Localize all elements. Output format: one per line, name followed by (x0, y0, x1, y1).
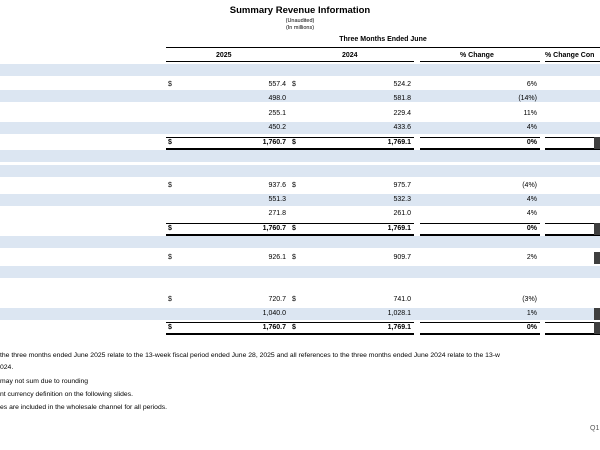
value-2025: 255.1 (268, 110, 286, 117)
total-top-rule (166, 137, 290, 138)
footnote: the three months ended June 2025 relate to the 13-week fiscal period ended June 28, 2025 and all references to the three months ended June 2024 relate to the 13-w (0, 352, 500, 359)
currency-symbol: $ (168, 139, 172, 146)
right-edge-bar (594, 137, 600, 149)
table-row (0, 93, 600, 105)
total-top-rule (290, 223, 414, 224)
total-top-rule (166, 322, 290, 323)
pct-change: 4% (526, 210, 537, 217)
section-band (0, 64, 600, 76)
total-2024: 1,769.1 (387, 225, 411, 232)
total-bottom-rule (290, 333, 414, 335)
total-top-rule (290, 322, 414, 323)
footnote: nt currency definition on the following slides. (0, 391, 133, 398)
total-row (0, 322, 600, 334)
group-header-rule (166, 47, 600, 48)
table-row (0, 108, 600, 120)
pct-change: (14%) (518, 95, 537, 102)
currency-symbol: $ (168, 81, 172, 88)
total-bottom-rule (420, 333, 540, 335)
column-rule (166, 61, 290, 62)
currency-symbol: $ (292, 81, 296, 88)
pct-change: 1% (526, 310, 537, 317)
pct-change: 2% (526, 254, 537, 261)
section-band (0, 266, 600, 278)
total-row (0, 137, 600, 149)
page-label: Q1 (590, 425, 600, 432)
value-2025: 926.1 (268, 254, 286, 261)
column-rule (290, 61, 414, 62)
section-band (0, 236, 600, 248)
units-label: (In millions) (285, 25, 315, 31)
table-row (0, 194, 600, 206)
footnote: may not sum due to rounding (0, 378, 89, 385)
table-row (0, 122, 600, 134)
pct-change: (3%) (522, 296, 537, 303)
total-bottom-rule (545, 234, 600, 236)
right-edge-bar (594, 223, 600, 235)
table-row (0, 252, 600, 264)
table-row (0, 308, 600, 320)
value-2024: 524.2 (393, 81, 411, 88)
column-header-2024: 2024 (342, 52, 358, 59)
value-2025: 557.4 (268, 81, 286, 88)
total-row (0, 223, 600, 235)
total-pct-change: 0% (526, 139, 537, 146)
total-top-rule (545, 137, 600, 138)
period-group-header: Three Months Ended June (339, 36, 427, 43)
total-bottom-rule (290, 234, 414, 236)
right-edge-bar (594, 322, 600, 334)
report-title: Summary Revenue Information (229, 5, 371, 16)
value-2024: 229.4 (393, 110, 411, 117)
value-2024: 261.0 (393, 210, 411, 217)
total-top-rule (545, 322, 600, 323)
total-2025: 1,760.7 (262, 225, 286, 232)
value-2025: 450.2 (268, 124, 286, 131)
total-2025: 1,760.7 (262, 324, 286, 331)
currency-symbol: $ (292, 254, 296, 261)
pct-change: 4% (526, 124, 537, 131)
column-header-pct-change-cc: % Change Con (545, 52, 595, 59)
currency-symbol: $ (292, 182, 296, 189)
right-edge-bar (594, 308, 600, 320)
column-header-2025: 2025 (216, 52, 232, 59)
total-bottom-rule (420, 148, 540, 150)
footnote: es are included in the wholesale channel for all periods. (0, 404, 168, 411)
value-2024: 909.7 (393, 254, 411, 261)
total-pct-change: 0% (526, 324, 537, 331)
column-rule (545, 61, 600, 62)
column-header-pct-change: % Change (460, 52, 494, 59)
table-row (0, 79, 600, 91)
total-bottom-rule (290, 148, 414, 150)
total-bottom-rule (166, 148, 290, 150)
value-2024: 532.3 (393, 196, 411, 203)
section-band (0, 150, 600, 162)
currency-symbol: $ (292, 296, 296, 303)
total-bottom-rule (166, 333, 290, 335)
currency-symbol: $ (292, 324, 296, 331)
total-top-rule (420, 223, 540, 224)
total-2024: 1,769.1 (387, 324, 411, 331)
pct-change: (4%) (522, 182, 537, 189)
total-bottom-rule (545, 333, 600, 335)
total-top-rule (545, 223, 600, 224)
table-row (0, 180, 600, 192)
currency-symbol: $ (168, 296, 172, 303)
value-2024: 581.8 (393, 95, 411, 102)
value-2025: 720.7 (268, 296, 286, 303)
column-rule (420, 61, 540, 62)
value-2025: 551.3 (268, 196, 286, 203)
value-2024: 1,028.1 (387, 310, 411, 317)
total-pct-change: 0% (526, 225, 537, 232)
total-2024: 1,769.1 (387, 139, 411, 146)
value-2025: 937.6 (268, 182, 286, 189)
currency-symbol: $ (292, 225, 296, 232)
value-2025: 498.0 (268, 95, 286, 102)
currency-symbol: $ (168, 182, 172, 189)
table-row (0, 208, 600, 220)
value-2024: 741.0 (393, 296, 411, 303)
value-2025: 271.8 (268, 210, 286, 217)
currency-symbol: $ (292, 139, 296, 146)
total-top-rule (420, 322, 540, 323)
pct-change: 11% (523, 110, 537, 117)
table-row (0, 294, 600, 306)
total-bottom-rule (545, 148, 600, 150)
section-band (0, 165, 600, 177)
pct-change: 4% (526, 196, 537, 203)
currency-symbol: $ (168, 324, 172, 331)
right-edge-bar (594, 252, 600, 264)
total-bottom-rule (166, 234, 290, 236)
value-2024: 433.6 (393, 124, 411, 131)
currency-symbol: $ (168, 254, 172, 261)
footnote: 024. (0, 364, 14, 371)
pct-change: 6% (526, 81, 537, 88)
value-2025: 1,040.0 (262, 310, 286, 317)
total-top-rule (166, 223, 290, 224)
total-2025: 1,760.7 (262, 139, 286, 146)
total-top-rule (290, 137, 414, 138)
total-bottom-rule (420, 234, 540, 236)
value-2024: 975.7 (393, 182, 411, 189)
unaudited-label: (Unaudited) (285, 18, 315, 24)
currency-symbol: $ (168, 225, 172, 232)
total-top-rule (420, 137, 540, 138)
